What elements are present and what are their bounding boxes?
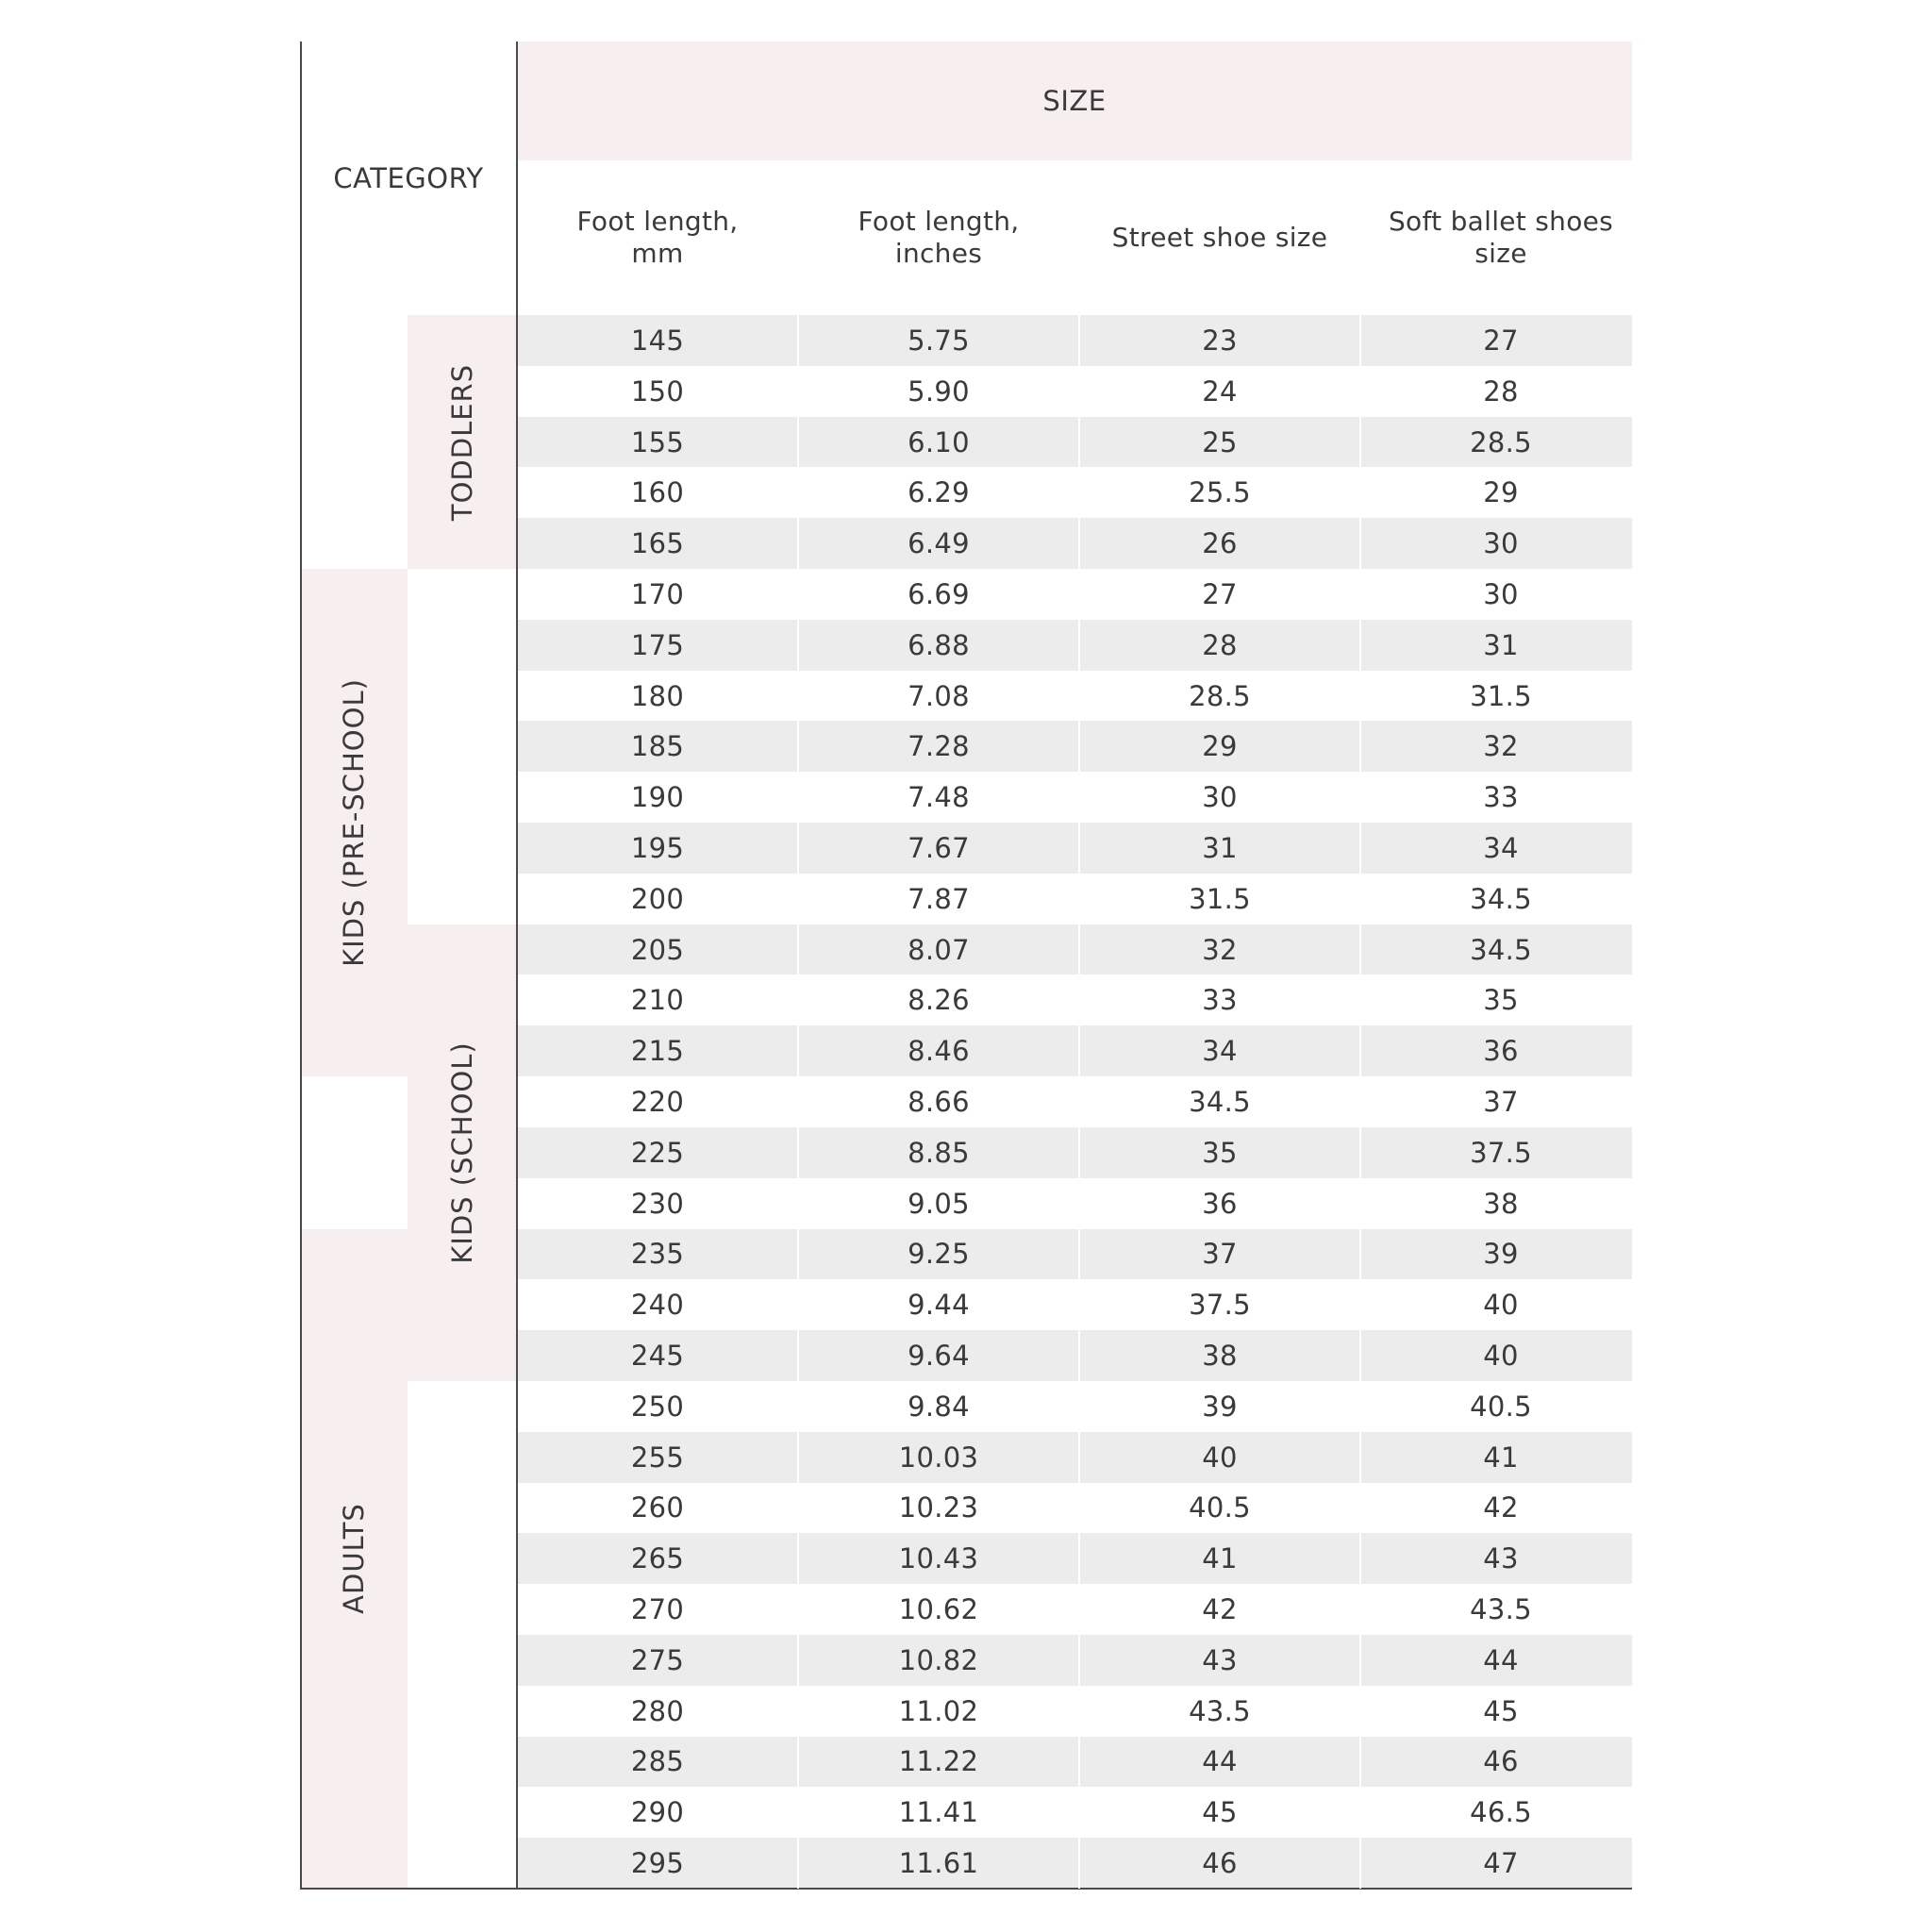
table-cell: 34 (1483, 831, 1519, 864)
table-cell: 33 (1483, 781, 1519, 814)
table-cell: 46.5 (1470, 1796, 1532, 1829)
table-cell: 47 (1483, 1847, 1519, 1880)
table-cell: 290 (630, 1796, 685, 1829)
column-separator (797, 160, 799, 1889)
table-cell: 27 (1483, 324, 1519, 357)
table-cell: 285 (630, 1745, 685, 1778)
table-cell: 45 (1483, 1694, 1519, 1727)
table-cell: 265 (630, 1542, 685, 1575)
table-cell: 28 (1202, 628, 1238, 661)
table-row (517, 467, 1632, 518)
table-cell: 40 (1202, 1441, 1238, 1474)
table-cell: 23 (1202, 324, 1238, 357)
table-cell: 170 (630, 577, 685, 610)
table-row (517, 1178, 1632, 1229)
table-row (517, 1381, 1632, 1432)
table-row (517, 1787, 1632, 1838)
table-cell: 8.26 (908, 984, 970, 1017)
table-row (517, 1076, 1632, 1127)
table-cell: 6.49 (908, 527, 970, 560)
table-cell: 8.66 (908, 1085, 970, 1118)
left-border (300, 42, 302, 1889)
table-cell: 34.5 (1470, 882, 1532, 915)
table-cell: 30 (1483, 527, 1519, 560)
table-cell: 43 (1202, 1643, 1238, 1676)
table-cell: 34 (1202, 1035, 1238, 1068)
table-cell: 175 (630, 628, 685, 661)
table-cell: 145 (630, 324, 685, 357)
table-cell: 6.10 (908, 425, 970, 458)
table-cell: 155 (630, 425, 685, 458)
table-cell: 41 (1483, 1441, 1519, 1474)
table-cell: 10.23 (898, 1491, 979, 1524)
table-row (517, 620, 1632, 671)
table-cell: 42 (1483, 1491, 1519, 1524)
table-cell: 31.5 (1189, 882, 1251, 915)
table-cell: 34.5 (1189, 1085, 1251, 1118)
table-cell: 29 (1483, 476, 1519, 509)
table-cell: 31.5 (1470, 679, 1532, 712)
table-row (517, 1279, 1632, 1330)
table-row (517, 671, 1632, 722)
table-cell: 240 (630, 1289, 685, 1322)
table-cell: 9.44 (908, 1289, 970, 1322)
table-cell: 28.5 (1189, 679, 1251, 712)
table-cell: 11.02 (898, 1694, 979, 1727)
table-cell: 27 (1202, 577, 1238, 610)
table-row (517, 1432, 1632, 1483)
table-cell: 40.5 (1189, 1491, 1251, 1524)
table-cell: 30 (1202, 781, 1238, 814)
table-cell: 38 (1202, 1340, 1238, 1373)
table-cell: 220 (630, 1085, 685, 1118)
table-row (517, 1127, 1632, 1178)
category-label: ADULTS (338, 1503, 370, 1615)
table-cell: 11.41 (898, 1796, 979, 1829)
table-cell: 36 (1483, 1035, 1519, 1068)
table-cell: 11.61 (898, 1847, 979, 1880)
table-row (517, 1686, 1632, 1737)
table-cell: 195 (630, 831, 685, 864)
table-cell: 150 (630, 375, 685, 408)
table-row (517, 721, 1632, 772)
table-cell: 185 (630, 730, 685, 763)
table-cell: 9.84 (908, 1390, 970, 1423)
table-row (517, 924, 1632, 975)
table-cell: 24 (1202, 375, 1238, 408)
table-cell: 37.5 (1470, 1136, 1532, 1169)
table-row (517, 1635, 1632, 1686)
table-cell: 10.62 (898, 1593, 979, 1626)
table-cell: 37 (1483, 1085, 1519, 1118)
table-row (517, 1838, 1632, 1889)
table-cell: 8.46 (908, 1035, 970, 1068)
category-label: TODDLERS (446, 363, 478, 521)
table-row (517, 1330, 1632, 1381)
table-cell: 31 (1483, 628, 1519, 661)
table-cell: 5.75 (908, 324, 970, 357)
bottom-border (300, 1888, 1632, 1890)
table-cell: 9.05 (908, 1187, 970, 1220)
table-cell: 36 (1202, 1187, 1238, 1220)
table-cell: 30 (1483, 577, 1519, 610)
table-cell: 40 (1483, 1289, 1519, 1322)
category-label: KIDS (PRE-SCHOOL) (338, 678, 370, 967)
table-cell: 7.87 (908, 882, 970, 915)
table-row (517, 974, 1632, 1025)
table-cell: 37.5 (1189, 1289, 1251, 1322)
table-row (517, 315, 1632, 366)
table-cell: 28.5 (1470, 425, 1532, 458)
table-cell: 43.5 (1189, 1694, 1251, 1727)
table-cell: 39 (1202, 1390, 1238, 1423)
table-cell: 6.69 (908, 577, 970, 610)
table-cell: 200 (630, 882, 685, 915)
table-row (517, 1584, 1632, 1635)
table-cell: 11.22 (898, 1745, 979, 1778)
table-row (517, 366, 1632, 417)
table-cell: 38 (1483, 1187, 1519, 1220)
table-cell: 40.5 (1470, 1390, 1532, 1423)
table-cell: 32 (1483, 730, 1519, 763)
table-row (517, 417, 1632, 468)
table-cell: 275 (630, 1643, 685, 1676)
table-row (517, 1737, 1632, 1788)
table-cell: 280 (630, 1694, 685, 1727)
table-cell: 32 (1202, 933, 1238, 966)
table-cell: 8.85 (908, 1136, 970, 1169)
table-cell: 160 (630, 476, 685, 509)
table-cell: 41 (1202, 1542, 1238, 1575)
table-cell: 43.5 (1470, 1593, 1532, 1626)
table-cell: 28 (1483, 375, 1519, 408)
size-header-label: SIZE (1042, 85, 1107, 117)
table-row (517, 569, 1632, 620)
table-cell: 33 (1202, 984, 1238, 1017)
table-cell: 9.64 (908, 1340, 970, 1373)
table-cell: 35 (1483, 984, 1519, 1017)
table-cell: 6.29 (908, 476, 970, 509)
table-row (517, 874, 1632, 924)
category-header-label: CATEGORY (333, 162, 484, 194)
table-cell: 44 (1483, 1643, 1519, 1676)
table-row (517, 1483, 1632, 1534)
table-cell: 190 (630, 781, 685, 814)
table-row (517, 823, 1632, 874)
table-cell: 43 (1483, 1542, 1519, 1575)
table-cell: 42 (1202, 1593, 1238, 1626)
table-cell: 40 (1483, 1340, 1519, 1373)
column-header: Foot length, mm (576, 206, 739, 269)
table-cell: 25 (1202, 425, 1238, 458)
table-cell: 26 (1202, 527, 1238, 560)
table-cell: 46 (1483, 1745, 1519, 1778)
table-cell: 205 (630, 933, 685, 966)
table-cell: 230 (630, 1187, 685, 1220)
table-cell: 45 (1202, 1796, 1238, 1829)
table-cell: 31 (1202, 831, 1238, 864)
column-header: Foot length, inches (858, 206, 1020, 269)
table-cell: 7.28 (908, 730, 970, 763)
table-cell: 37 (1202, 1238, 1238, 1271)
table-cell: 44 (1202, 1745, 1238, 1778)
table-cell: 39 (1483, 1238, 1519, 1271)
column-separator (1078, 160, 1080, 1889)
table-cell: 7.67 (908, 831, 970, 864)
column-header: Street shoe size (1111, 222, 1328, 253)
table-cell: 35 (1202, 1136, 1238, 1169)
table-cell: 7.08 (908, 679, 970, 712)
table-cell: 10.82 (898, 1643, 979, 1676)
table-cell: 10.03 (898, 1441, 979, 1474)
table-cell: 10.43 (898, 1542, 979, 1575)
table-cell: 6.88 (908, 628, 970, 661)
table-cell: 295 (630, 1847, 685, 1880)
column-header: Soft ballet shoes size (1388, 206, 1614, 269)
table-row (517, 772, 1632, 823)
table-cell: 210 (630, 984, 685, 1017)
table-cell: 180 (630, 679, 685, 712)
table-cell: 8.07 (908, 933, 970, 966)
table-cell: 250 (630, 1390, 685, 1423)
table-cell: 215 (630, 1035, 685, 1068)
table-row (517, 518, 1632, 569)
table-cell: 255 (630, 1441, 685, 1474)
table-cell: 165 (630, 527, 685, 560)
table-cell: 34.5 (1470, 933, 1532, 966)
table-cell: 7.48 (908, 781, 970, 814)
category-label: KIDS (SCHOOL) (446, 1041, 478, 1264)
table-cell: 225 (630, 1136, 685, 1169)
table-cell: 46 (1202, 1847, 1238, 1880)
table-row (517, 1533, 1632, 1584)
table-cell: 9.25 (908, 1238, 970, 1271)
table-cell: 29 (1202, 730, 1238, 763)
table-row (517, 1025, 1632, 1076)
table-cell: 245 (630, 1340, 685, 1373)
table-cell: 235 (630, 1238, 685, 1271)
column-separator (1359, 160, 1361, 1889)
table-cell: 260 (630, 1491, 685, 1524)
table-cell: 270 (630, 1593, 685, 1626)
category-divider (516, 42, 518, 1889)
table-row (517, 1229, 1632, 1280)
table-cell: 25.5 (1189, 476, 1251, 509)
table-cell: 5.90 (908, 375, 970, 408)
